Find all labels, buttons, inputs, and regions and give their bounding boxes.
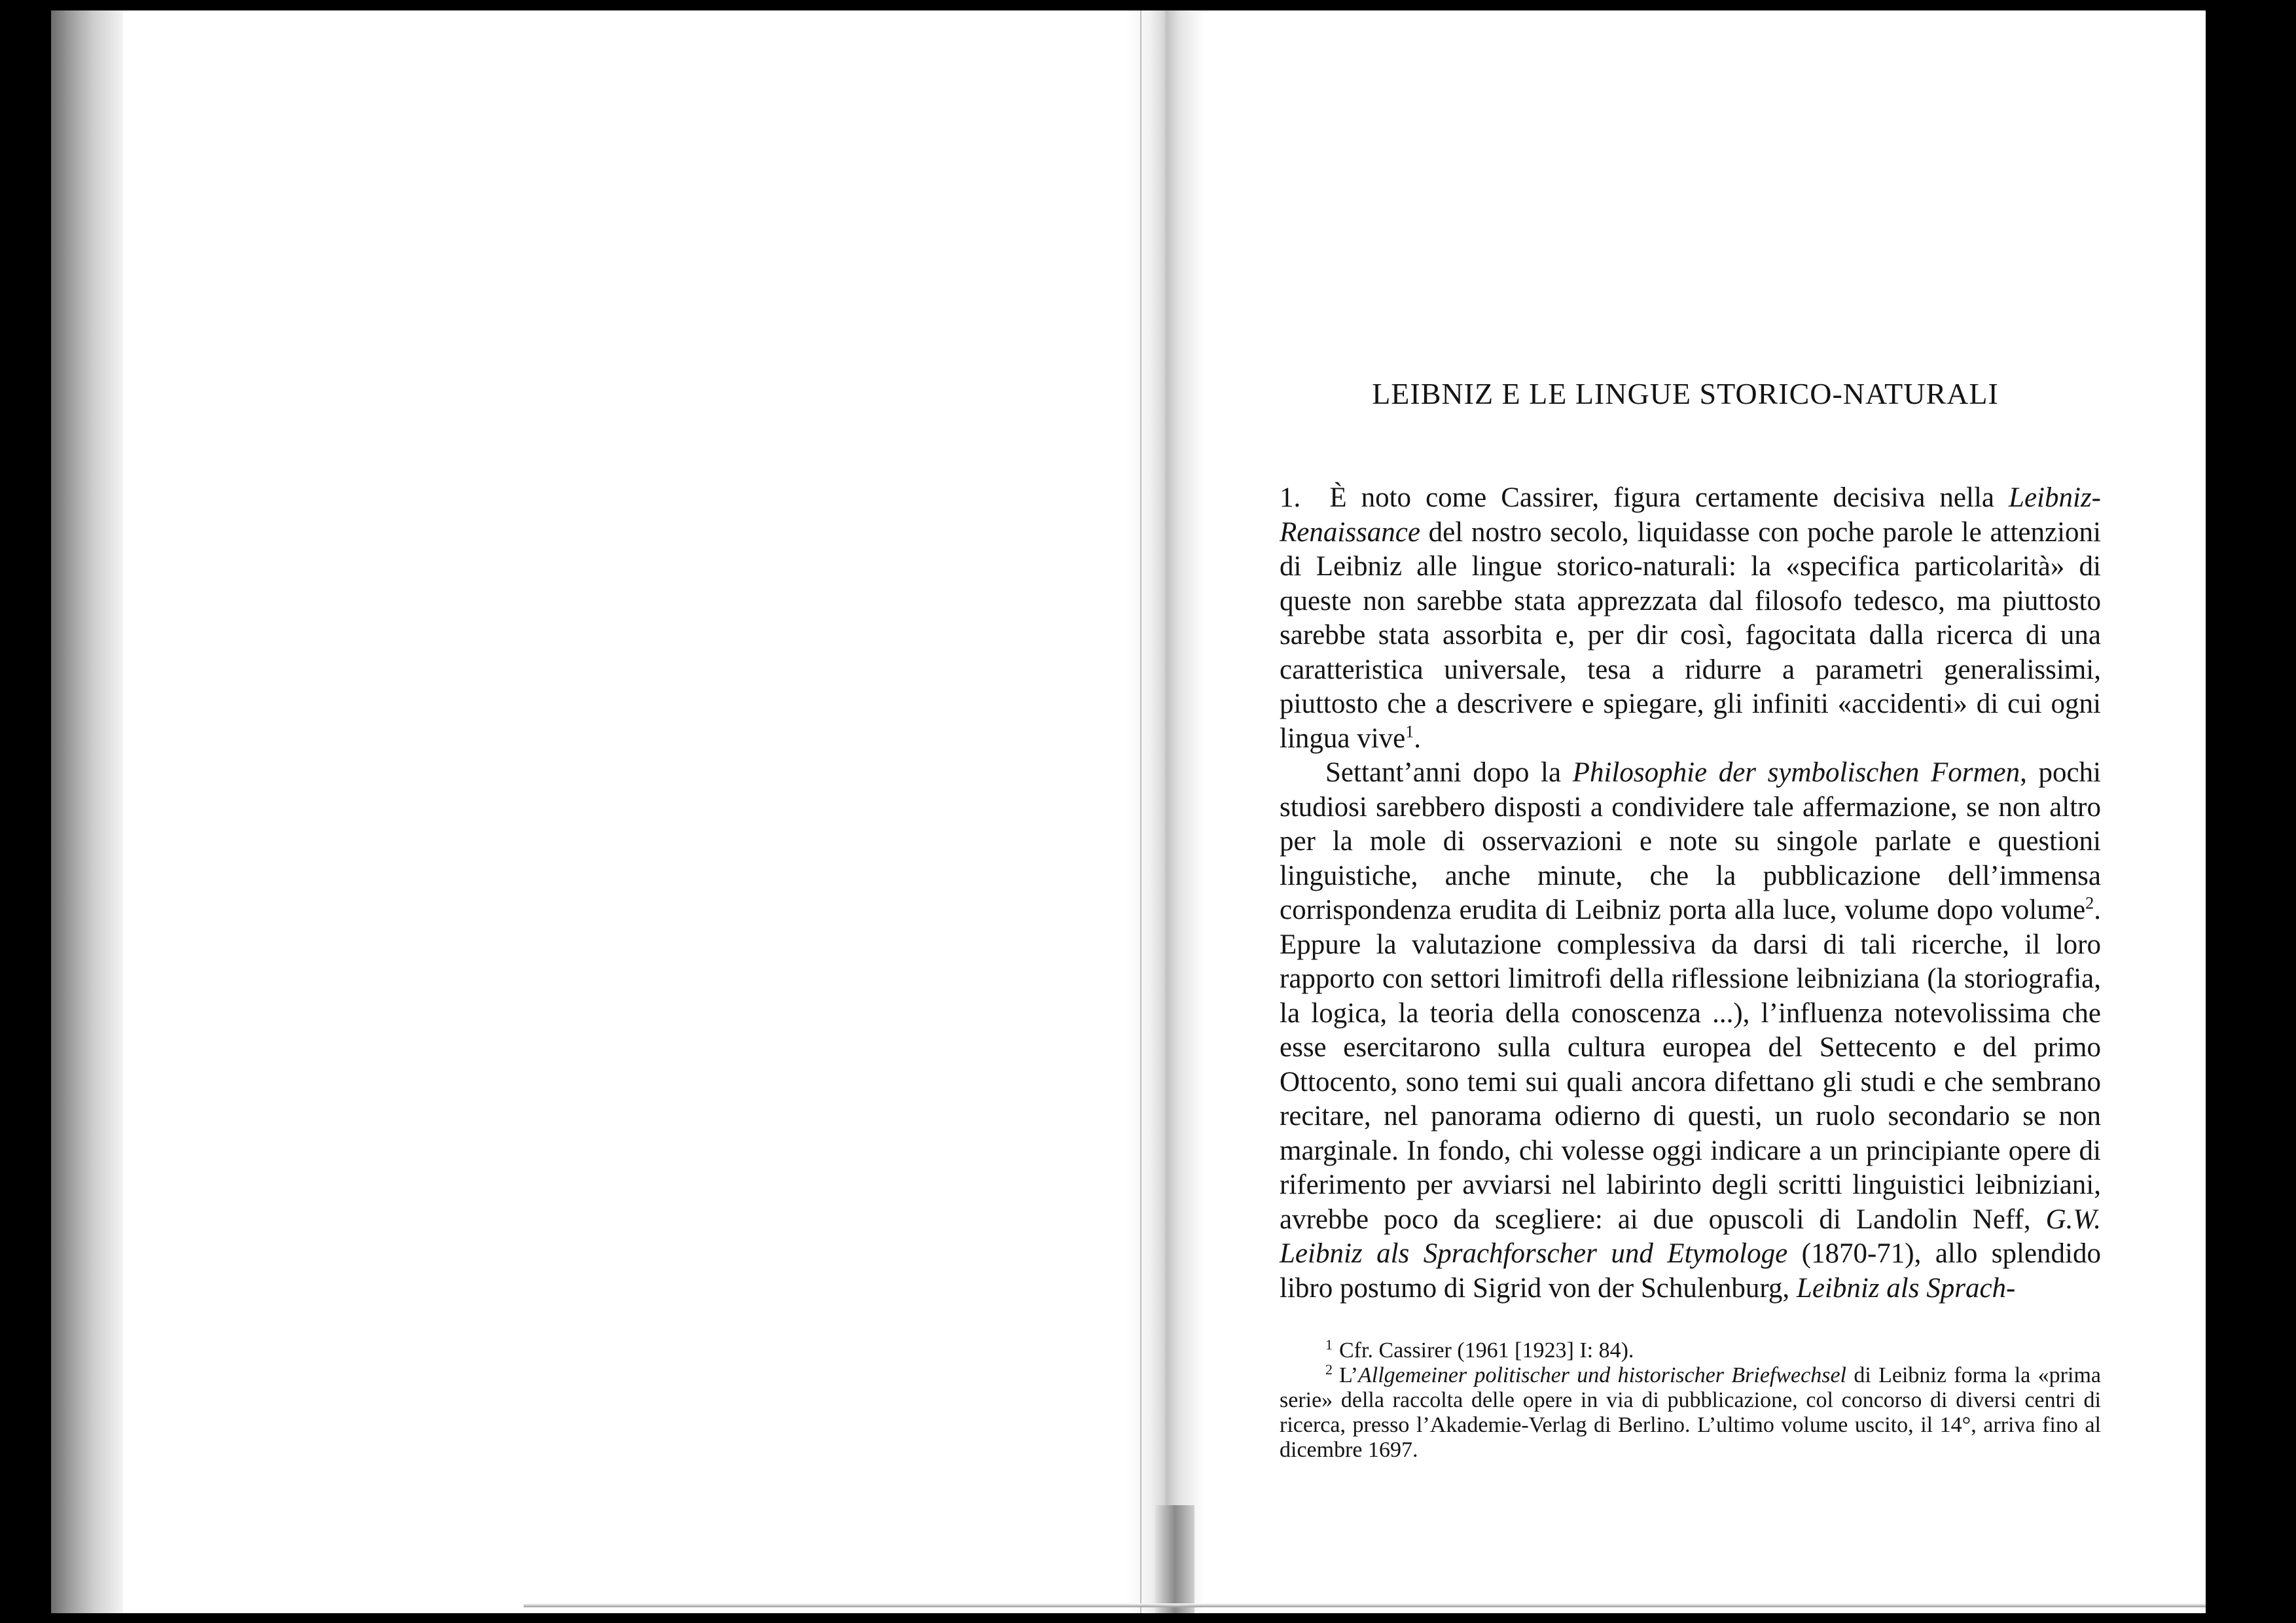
- scan-border-bottom: [0, 1613, 2296, 1623]
- left-page-gutter-shadow: [51, 10, 123, 1613]
- paragraph-1-text-b: del nostro secolo, liquidasse con poche parole le attenzioni di Leibniz alle lingue storico-naturali: la «specifica particolarità» di queste non sarebbe stata apprezzata dal filosofo tedesco, ma piuttosto sarebbe stata assorbita e, per dir così, fagocitata dalla ricerca di una caratteristica universale, tesa a ridurre a parametri generalissimi, piuttosto che a descrivere e spiegare, gli infiniti «accidenti» di cui ogni lingua vive: [1280, 516, 2101, 754]
- footnote-2: [1280, 1363, 2101, 1463]
- footnote-ref-1: 1: [1405, 722, 1414, 741]
- paragraph-2-text-c: . Eppure la valutazione complessiva da darsi di tali ricerche, il loro rapporto con settori limitrofi della riflessione leibniziana (la storiografia, la logica, la teoria della conoscenza ...), l’influenza notevolissima che esse esercitarono sulla cultura europea del Settecento e del primo Ottocento, sono temi sui quali ancora difettano gli studi e che sembrano recitare, nel panorama odierno di questi, un ruolo secondario se non marginale. In fondo, chi volesse oggi indicare a un principiante opere di riferimento per avviarsi nel labirinto degli scritti linguistici leibniziani, avrebbe poco da scegliere: ai due opuscoli di Landolin Neff,: [1280, 895, 2101, 1235]
- footnote-1-text: Cfr. Cassirer (1961 [1923] I: 84).: [1339, 1338, 1634, 1363]
- paragraph-2: [1280, 756, 2101, 1306]
- page-bottom-edge: [524, 1603, 2206, 1607]
- footnote-2-text-b: di Leibniz forma la «prima serie» della raccolta delle opere in via di pubblicazione, col concorso di diversi centri di ricerca, presso l’Akademie-Verlag di Berlino. L’ultimo volume uscito, il 14°, arriva fino al dicembre 1697.: [1280, 1363, 2101, 1462]
- paragraph-1-italic-term: Leibniz-Renaissance: [1280, 482, 2101, 548]
- paragraph-2-text-d: (1870-71), allo splendido libro postumo di Sigrid von der Schulenburg,: [1280, 1238, 2101, 1304]
- paragraph-2-text-b: , pochi studiosi sarebbero disposti a condividere tale affermazione, se non altro per la mole di osservazioni e note su singole parlate e questioni linguistiche, anche minute, che la pubblicazione dell’immensa corrispondenza erudita di Leibniz porta alla luce, volume dopo volume: [1280, 757, 2101, 925]
- paragraph-1: [1280, 481, 2101, 756]
- body-text: [1280, 481, 2101, 1306]
- footnote-ref-2: 2: [2085, 893, 2094, 913]
- spine-bottom-shadow: [1155, 1505, 1194, 1613]
- footnote-1-number: 1: [1325, 1336, 1333, 1353]
- section-number: 1.: [1280, 482, 1301, 513]
- paragraph-1-end: .: [1414, 722, 1422, 754]
- footnote-2-text-a: L’: [1339, 1363, 1358, 1387]
- footnote-2-italic-title: Allgemeiner politischer und historischer Briefwechsel: [1357, 1363, 1846, 1387]
- footnote-1: [1280, 1338, 2101, 1363]
- scan-border-top: [0, 0, 2296, 10]
- paragraph-2-italic-title-2: G.W. Leibniz als Sprachforscher und Etymologe: [1280, 1204, 2101, 1269]
- scan-border-right: [2206, 0, 2296, 1623]
- paragraph-2-italic-title-1: Philosophie der symbolischen Formen: [1572, 757, 2020, 788]
- paragraph-2-italic-title-3: Leibniz als Sprach-: [1796, 1272, 2016, 1304]
- spine-crease-line: [1140, 10, 1141, 1613]
- paragraph-1-text-a: È noto come Cassirer, figura certamente decisiva nella: [1329, 482, 2009, 513]
- footnotes: [1280, 1338, 2101, 1463]
- paragraph-2-text-a: Settant’anni dopo la: [1325, 757, 1573, 788]
- book-spine-fold: [1126, 10, 1204, 1613]
- scan-border-left: [0, 0, 51, 1623]
- footnote-2-number: 2: [1325, 1361, 1333, 1378]
- chapter-title: LEIBNIZ E LE LINGUE STORICO-NATURALI: [1372, 377, 1999, 410]
